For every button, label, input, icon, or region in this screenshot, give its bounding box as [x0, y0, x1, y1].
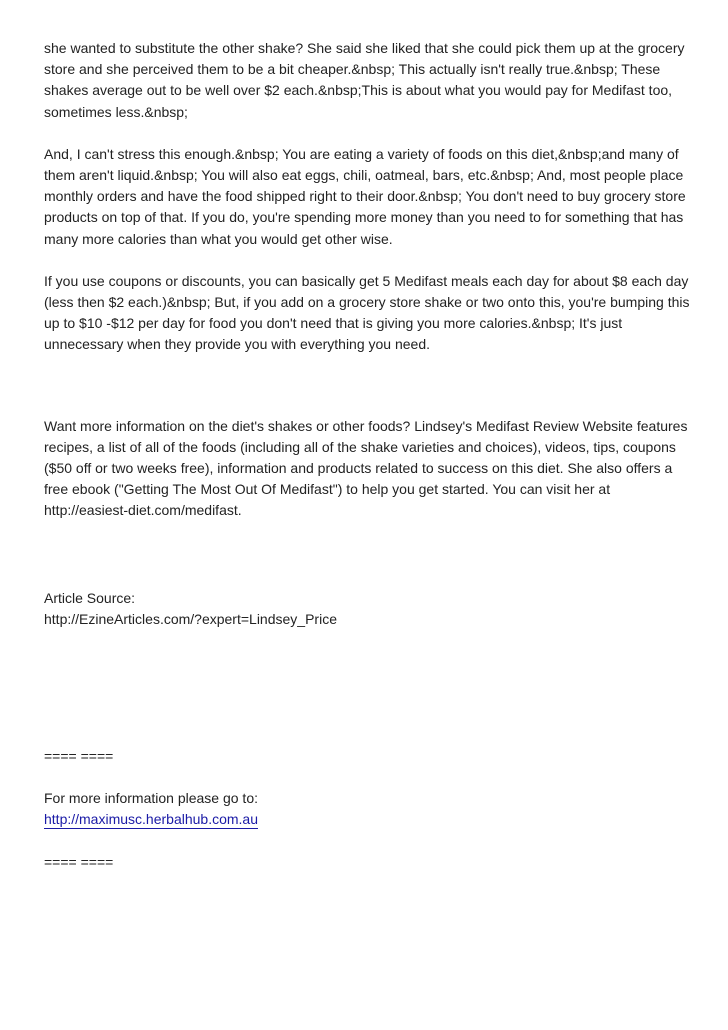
- article-source-url: http://EzineArticles.com/?expert=Lindsey_Price: [44, 610, 337, 627]
- author-bio: Want more information on the diet's shakes or other foods? Lindsey's Medifast Review Website features recipes, a list of all of the foods (including all of the shake varieties and choices), videos, tips, coupons ($50 off or two weeks free), information and products related to success on this diet. She also offers a free ebook ("Getting The Most Out Of Medifast") to help you get started. You can visit her at http://easiest-diet.com/medifast.: [44, 417, 688, 519]
- article-source-label: Article Source:: [44, 589, 136, 606]
- spacer: [44, 630, 694, 746]
- article-source: [44, 588, 694, 630]
- separator-bottom: ==== ====: [44, 853, 114, 870]
- spacer: [44, 831, 694, 852]
- separator-top: ==== ====: [44, 748, 114, 765]
- more-info-label: For more information please go to:: [44, 790, 258, 807]
- spacer: [44, 767, 694, 788]
- article-paragraph-1: she wanted to substitute the other shake? She said she liked that she could pick them up at the grocery store and she perceived them to be a bit cheaper.&nbsp; This actually isn't really true.&nbsp; These shakes average out to be well over $2 each.&nbsp;This is about what you would pay for Medifast too, sometimes less.&nbsp;: [44, 40, 685, 120]
- article-paragraph-3: If you use coupons or discounts, you can basically get 5 Medifast meals each day for about $8 each day (less then $2 each.)&nbsp; But, if you add on a grocery store shake or two onto this, you're bumping this up to $10 -$12 per day for food you don't need that is giving you more calories.&nbsp; It's just unnecessary when they provide you with everything you need.: [44, 272, 690, 353]
- article-paragraph-2: And, I can't stress this enough.&nbsp; You are eating a variety of foods on this diet,&nbsp;and many of them aren't liquid.&nbsp; You will also eat eggs, chili, oatmeal, bars, etc.&nbsp; And, most people place monthly orders and have the food shipped right to their door.&nbsp; You don't need to buy grocery store products on top of that. If you do, you're spending more money than you need to for something that has many more calories than what you would get other wise.: [44, 145, 686, 247]
- more-info-link[interactable]: http://maximusc.herbalhub.com.au: [44, 811, 258, 828]
- article-content: [44, 38, 694, 873]
- more-info-link-wrapper: [44, 809, 694, 830]
- spacer: [44, 356, 694, 416]
- spacer: [44, 522, 694, 588]
